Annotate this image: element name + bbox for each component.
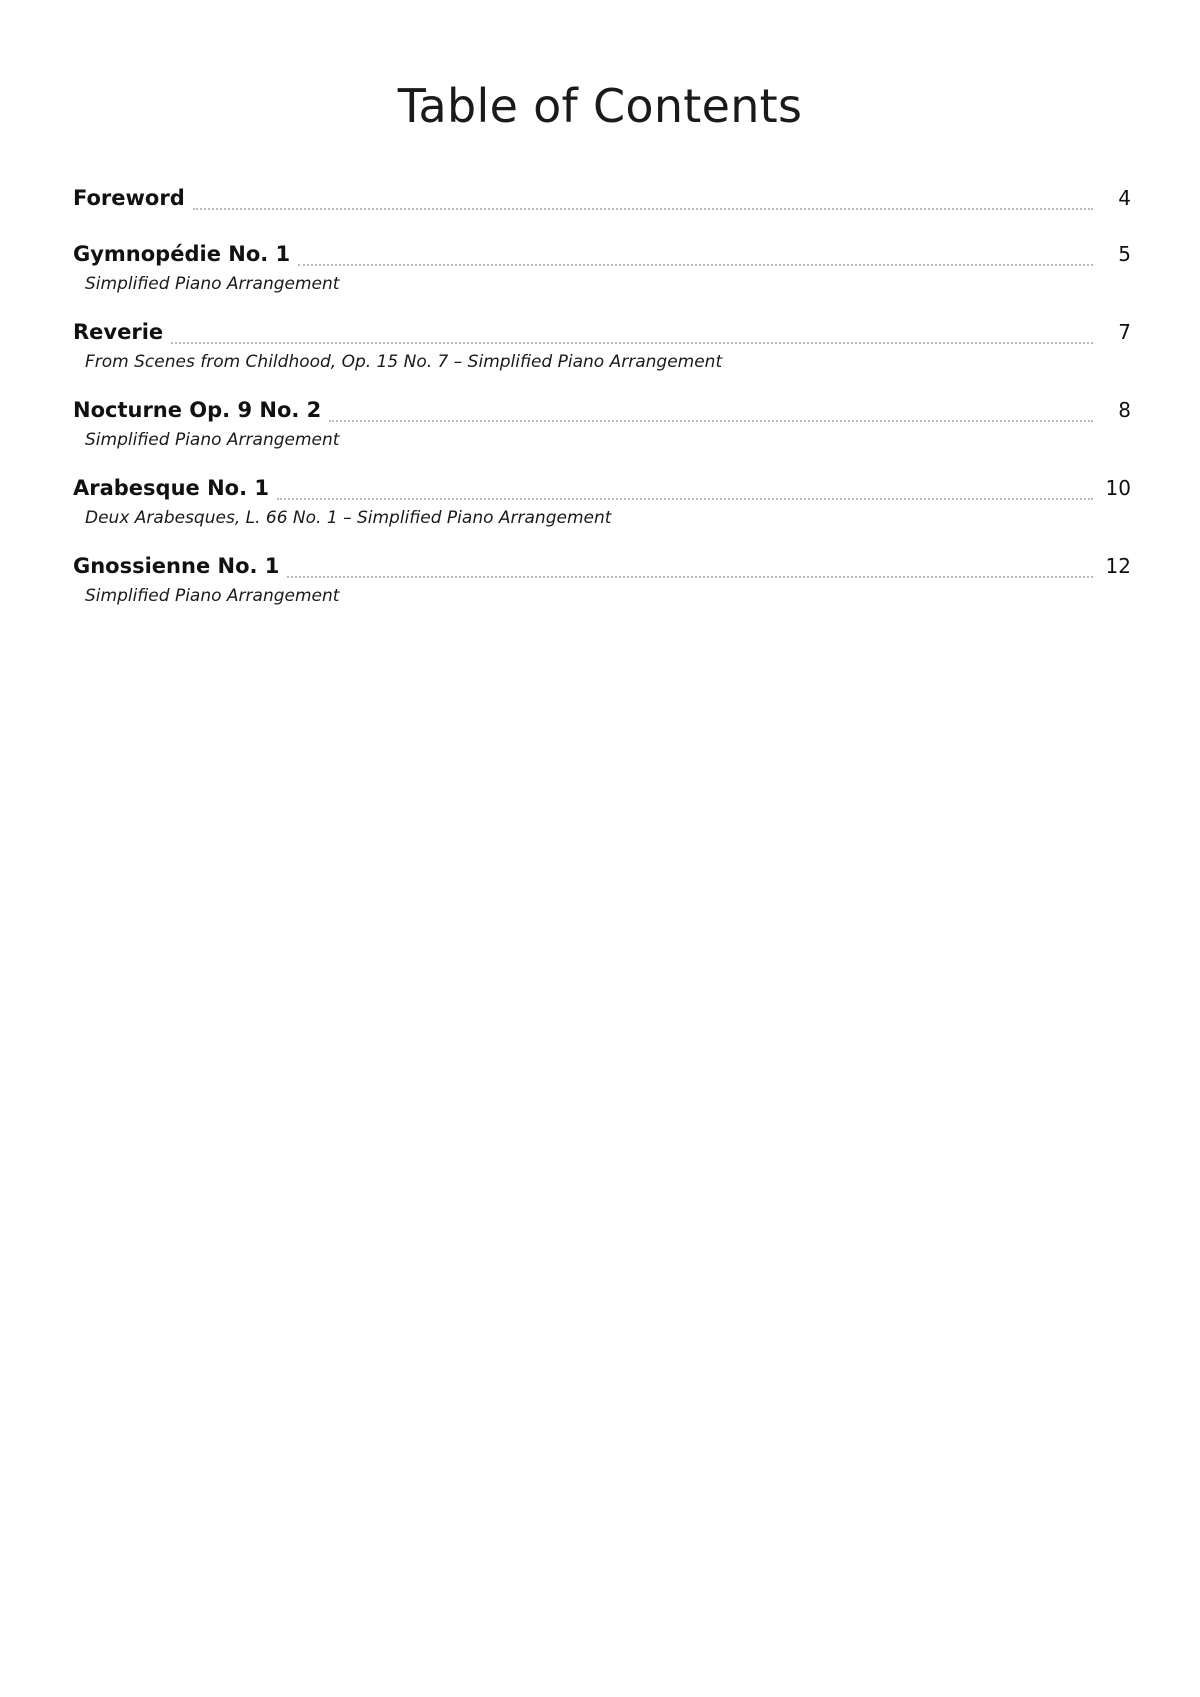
toc-entry-gymnopedie[interactable] — [73, 236, 1131, 296]
toc-page-number: 8 — [1118, 398, 1131, 422]
toc-entry-line — [73, 236, 1131, 272]
toc-entry-subtitle: From Scenes from Childhood, Op. 15 No. 7 – Simplified Piano Arrangement — [85, 352, 723, 372]
toc-entry-line — [73, 314, 1131, 350]
toc-entry-nocturne[interactable] — [73, 392, 1131, 452]
toc-entry-subtitle: Deux Arabesques, L. 66 No. 1 – Simplified Piano Arrangement — [85, 508, 612, 528]
entry-spacer — [73, 452, 1131, 470]
toc-dot-leader — [171, 342, 1093, 344]
toc-entry-line — [73, 470, 1131, 506]
toc-page-number: 4 — [1118, 186, 1131, 210]
toc-entry-line — [73, 180, 1131, 216]
toc-dot-leader — [329, 420, 1093, 422]
toc-page-number: 10 — [1105, 476, 1131, 500]
toc-entry-reverie[interactable] — [73, 314, 1131, 374]
toc-entry-line — [73, 392, 1131, 428]
toc-dot-leader — [277, 498, 1093, 500]
toc-entry-subtitle: Simplified Piano Arrangement — [85, 586, 340, 606]
page-title: Table of Contents — [397, 79, 803, 133]
toc-entry-line — [73, 548, 1131, 584]
toc-list — [73, 180, 1131, 608]
entry-spacer — [73, 216, 1131, 236]
entry-spacer — [73, 296, 1131, 314]
toc-page-number: 12 — [1105, 554, 1131, 578]
entry-spacer — [73, 530, 1131, 548]
toc-dot-leader — [298, 264, 1093, 266]
toc-entry-subtitle: Simplified Piano Arrangement — [85, 274, 340, 294]
toc-entry-label: Nocturne Op. 9 No. 2 — [73, 398, 322, 422]
toc-entry-gnossienne[interactable] — [73, 548, 1131, 608]
toc-entry-foreword[interactable] — [73, 180, 1131, 216]
toc-entry-subtitle: Simplified Piano Arrangement — [85, 430, 340, 450]
toc-entry-label: Gnossienne No. 1 — [73, 554, 280, 578]
toc-page-number: 5 — [1118, 242, 1131, 266]
toc-dot-leader — [193, 208, 1093, 210]
toc-dot-leader — [287, 576, 1093, 578]
entry-spacer — [73, 374, 1131, 392]
toc-page-number: 7 — [1118, 320, 1131, 344]
toc-entry-label: Gymnopédie No. 1 — [73, 242, 291, 266]
toc-entry-label: Arabesque No. 1 — [73, 476, 269, 500]
toc-entry-label: Reverie — [73, 320, 164, 344]
toc-entry-arabesque[interactable] — [73, 470, 1131, 530]
toc-entry-label: Foreword — [73, 186, 185, 210]
